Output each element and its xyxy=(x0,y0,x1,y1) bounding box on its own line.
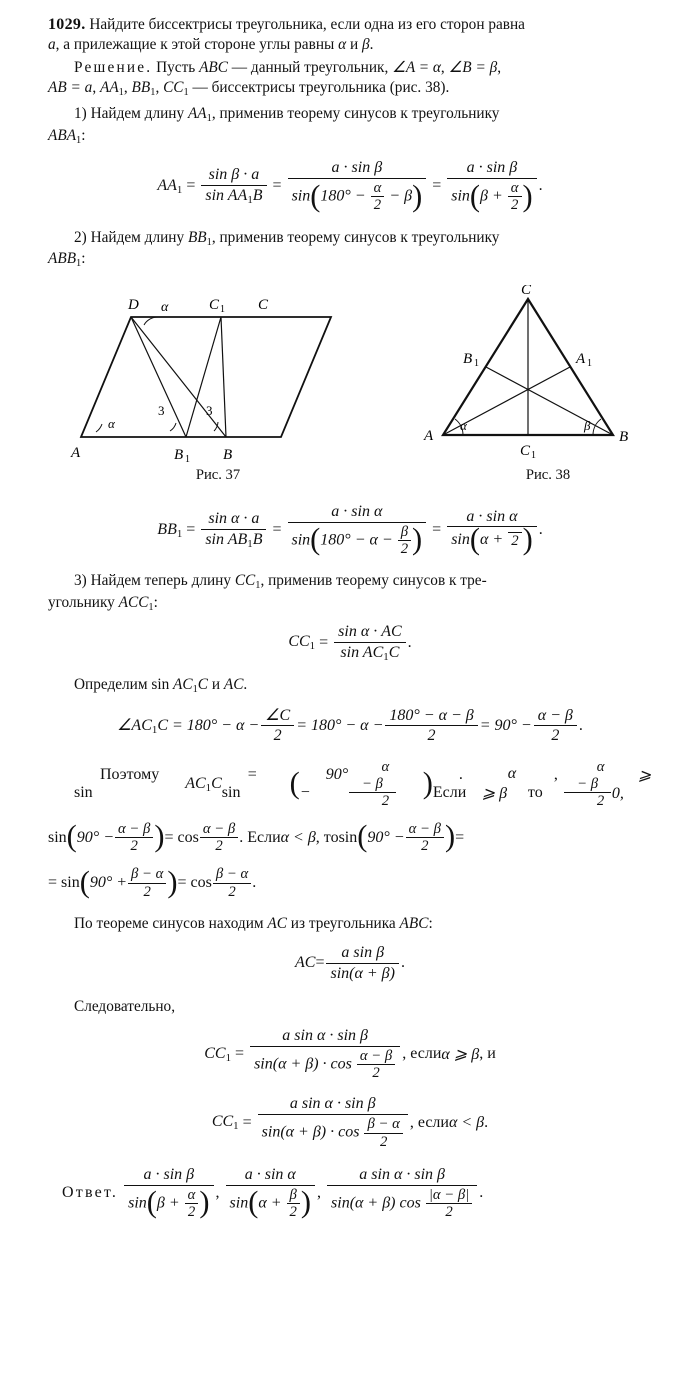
formula-cc1-lhs: $CC_1$ xyxy=(288,633,316,653)
formula-aa1-lhs: $AA_1$ xyxy=(157,176,183,196)
sine-rule-ac: AC xyxy=(267,914,287,932)
formula-cos-case: sin ( 90° − $\frac{\alpha - \beta}{2}$ ) = cos α − β 2 . Если α < β , то sin ( 90° − $\frac{\alpha - \beta}{2}$ ) = xyxy=(48,819,465,855)
f10-lhs: $CC_1$ xyxy=(211,1113,239,1133)
answer-term-2: a · sin α sin(α + $\frac{\beta}{2}$ ) xyxy=(226,1166,315,1220)
f9-cond: , если xyxy=(402,1045,442,1063)
bisector-cc1: $CC_1$ xyxy=(163,79,189,98)
f5-cond-tail: ⩾ 0, xyxy=(611,767,652,803)
sine-rule-colon: : xyxy=(428,914,433,932)
f10-cond-rel: α < β xyxy=(448,1113,485,1131)
solution-intro-2: — данный треугольник, xyxy=(227,58,393,76)
problem-text-line1: Найдите биссектрисы треугольника, если одна из его сторон равна xyxy=(89,16,525,33)
formula-angle-ac1c xyxy=(48,707,652,746)
fig38-label-alpha: α xyxy=(460,417,467,433)
f4-frac-1: $\frac{\angle C}{2}$ xyxy=(261,707,294,746)
step-1-triangle: $ABA_1$ xyxy=(48,126,82,146)
bisector-aa1: $AA_1$ xyxy=(99,79,124,98)
formula-ac xyxy=(48,944,652,983)
comma-5: , xyxy=(155,79,164,97)
f8-dot: . xyxy=(400,954,405,972)
f9-lhs: $CC_1$ xyxy=(204,1044,232,1064)
f8-lhs: AC xyxy=(295,954,316,972)
fig37-label-alpha: α xyxy=(161,299,169,315)
formula-bb1: $BB_1$ = $\frac{\text{sin α · a}}{\sin AB_1B}$ = a · sin α sin(180° − α − $\frac{\beta}{2}$ ) = a · sin α sin(α + 2 ) . xyxy=(157,502,543,558)
fig37-label-3a: 3 xyxy=(158,402,165,418)
determine-text xyxy=(48,675,652,697)
f5-cond-frac: α − β 2 xyxy=(564,759,611,809)
problem-alpha: α xyxy=(338,36,347,54)
figure-38-caption: Рис. 38 xyxy=(525,466,571,483)
f4-lhs: $\angle AC_1C = 180^\circ - \alpha$ − xyxy=(117,717,260,737)
answer-dot: . xyxy=(479,1183,484,1201)
solution-intro-1: Пусть xyxy=(156,58,200,76)
formula-bb1-term2: a · sin α sin(180° − α − $\frac{\beta}{2}$ ) xyxy=(288,503,427,557)
figure-37 xyxy=(66,285,366,465)
f6-in: 90° − xyxy=(76,828,114,846)
step-3-tri-prefix: угольнику xyxy=(48,594,119,611)
step-1-suffix: , применив теорему синусов к треугольнику xyxy=(211,104,500,122)
problem-number: 1029. xyxy=(48,16,86,33)
step-3-suffix: , применив теорему синусов к тре- xyxy=(260,572,487,590)
determine-prefix: Определим sin xyxy=(74,675,174,693)
f9-tail: , и xyxy=(479,1045,496,1063)
solution-line2-tail: — биссектрисы треугольника (рис. 38). xyxy=(188,79,450,97)
formula-bb1-term3: a · sin α sin(α + 2 ) xyxy=(447,508,536,553)
bisector-bb1: $BB_1$ xyxy=(131,79,156,98)
step-2-prefix: 2) Найдем длину xyxy=(74,228,188,246)
angle-b-value: ∠B = β xyxy=(448,58,498,76)
f8-eq: = xyxy=(315,954,325,972)
f10-tail: . xyxy=(484,1113,489,1131)
fig37-label-3b: 3 xyxy=(206,402,213,418)
f7-frac-right: β − α 2 xyxy=(213,866,251,899)
comma-1: , xyxy=(440,58,449,76)
figure-38 xyxy=(408,285,648,465)
f6-pre: sin xyxy=(48,828,67,846)
triangle-abc: ABC xyxy=(199,58,228,76)
fig37-label-D: D xyxy=(128,296,139,313)
f4-frac-3: $\frac{\alpha - \beta}{2}$ xyxy=(534,707,577,746)
fig38-label-C1-sub: 1 xyxy=(531,449,536,461)
fig38-label-C1: C xyxy=(520,442,531,459)
f4-mid: = 180° − α − xyxy=(296,716,384,734)
f7-frac: $\frac{\beta - \alpha}{2}$ xyxy=(128,866,166,899)
problem-var-a: a xyxy=(48,36,56,54)
f6-cond: . Если xyxy=(239,828,281,846)
formula-cos-case2: = sin ( 90° + $\frac{\beta - \alpha}{2}$ ) = cos β − α 2 . xyxy=(48,864,257,900)
figures-row xyxy=(48,285,652,497)
problem-beta: β xyxy=(362,36,370,54)
problem-text-line2: , а прилежащие к этой стороне углы равны xyxy=(55,36,339,54)
step-2-suffix: , применив теорему синусов к треугольнику xyxy=(211,228,500,246)
f5-ac1c: $AC_1C$ xyxy=(185,774,222,794)
figure-37-caption: Рис. 37 xyxy=(195,466,241,483)
formula-aa1: $AA_1$ = $\frac{\text{sin β · a}}{\sin AA_1B}$ = a · sin β sin(180° − $\frac{\alpha}{2}$ − β) = a · sin β sin(β + $\frac{\alpha}{2}$ ) . xyxy=(157,159,543,214)
step-3-cc1: $CC_1$ xyxy=(234,572,261,592)
step-1-prefix: 1) Найдем длину xyxy=(74,104,188,122)
f5-frac: $\frac{\alpha - \beta}{2}$ xyxy=(349,759,396,809)
step-2-colon: : xyxy=(81,250,86,268)
f9-cond-rel: α ⩾ β xyxy=(441,1046,480,1064)
f5-prefix: Поэтому sin xyxy=(74,766,160,802)
formula-therefore: Поэтому sin $AC_1C$ = sin ( 90° − $\frac{\alpha - \beta}{2}$ ) . Если α ⩾ β , то α − β 2 ⩾ 0, xyxy=(74,759,652,809)
f7-pre: = sin xyxy=(48,874,80,892)
comma-4: , xyxy=(123,79,132,97)
f5-cond: . Если xyxy=(432,766,467,802)
fig38-label-A1: A xyxy=(576,350,586,367)
step-3-triangle: $ACC_1$ xyxy=(118,594,154,613)
f7-dot: . xyxy=(252,874,257,892)
f8-frac: $\frac{\text{a sin β}}{\sin(\alpha + \beta)}$ xyxy=(326,944,399,983)
f10-frac: a sin α · sin β sin(α + β) · cos $\frac{\beta - \alpha}{2}$ xyxy=(258,1095,408,1149)
formula-cc1-frac: $\frac{\text{sin α · AC}}{\sin AC_1C}$ xyxy=(334,623,406,663)
answer-label: Ответ. xyxy=(62,1183,119,1201)
f6-tail-eq: = xyxy=(455,828,465,846)
fig38-label-B1-sub: 1 xyxy=(474,357,479,369)
f5-cond-rel: α ⩾ β xyxy=(481,765,517,803)
answer-row xyxy=(48,1166,652,1220)
f6-tail-pre: sin xyxy=(338,828,358,846)
determine-and: и xyxy=(208,675,224,693)
f5-eq: = sin xyxy=(221,766,257,802)
f7-in: 90° + xyxy=(89,874,128,892)
problem-and: и xyxy=(346,36,362,54)
f4-frac-2: $\frac{180^\circ - \alpha - \beta}{2}$ xyxy=(385,707,477,746)
step-1-aa1: $AA_1$ xyxy=(187,104,212,124)
determine-ac: AC xyxy=(223,675,244,693)
fig37-label-C: C xyxy=(258,296,269,313)
answer-sep-1: , xyxy=(215,1183,220,1201)
f5-in-pre: 90° − xyxy=(299,766,349,802)
fig37-label-B: B xyxy=(223,446,233,463)
sine-rule-tail: из треугольника xyxy=(286,914,400,932)
fig38-label-beta: β xyxy=(584,417,591,433)
f6-eq: = cos xyxy=(164,828,199,846)
consequently-text: Следовательно, xyxy=(74,997,176,1015)
formula-bb1-lhs: $BB_1$ xyxy=(157,520,183,540)
fig37-label-alpha2: α xyxy=(108,415,115,431)
step-2-bb1: $BB_1$ xyxy=(187,228,212,248)
answer-term-3: a sin α · sin β sin(α + β) cos $\frac{|\alpha - \beta|}{2}$ xyxy=(327,1166,477,1220)
f7-eq: = cos xyxy=(177,874,212,892)
problem-period: . xyxy=(369,36,374,54)
formula-cc1-basic: $CC_1$ = $\frac{\text{sin α · AC}}{\sin AC_1C}$ . xyxy=(288,622,412,663)
sine-rule-tri: ABC xyxy=(399,914,429,932)
formula-cc1-case1: $CC_1$ = a sin α · sin β sin(α + β) · cos $\frac{\alpha - \beta}{2}$ , если α ⩾ β , и xyxy=(204,1027,496,1082)
step-1-colon: : xyxy=(81,126,86,144)
step-3-text xyxy=(48,571,652,614)
problem-statement xyxy=(48,14,652,56)
fig38-label-A: A xyxy=(424,427,434,444)
solution-label: Решение. xyxy=(74,58,153,76)
fig38-label-A1-sub: 1 xyxy=(587,357,592,369)
determine-ac1c: $AC_1C$ xyxy=(173,675,208,695)
determine-dot: . xyxy=(243,675,248,693)
page-content xyxy=(48,14,652,1232)
fig38-label-B: B xyxy=(619,428,629,445)
f6-frac-left: $\frac{\alpha - \beta}{2}$ xyxy=(115,821,153,854)
f9-frac: a sin α · sin β sin(α + β) · cos $\frac{\alpha - \beta}{2}$ xyxy=(250,1027,400,1081)
f6-frac-right: α − β 2 xyxy=(200,821,238,854)
formula-cc1-case2: $CC_1$ = a sin α · sin β sin(α + β) · cos $\frac{\beta - \alpha}{2}$ , если α < β . xyxy=(211,1095,489,1150)
step-2-triangle: $ABB_1$ xyxy=(48,250,82,270)
f4-dot: . xyxy=(578,716,583,734)
f6-cond-rel: α < β xyxy=(280,828,316,846)
fig37-label-B1: B xyxy=(174,446,184,463)
step-3-colon: : xyxy=(153,594,158,611)
angle-a-value: ∠A = α xyxy=(392,58,441,76)
fig37-label-C1-sub: 1 xyxy=(220,303,225,315)
solution-intro xyxy=(48,58,652,100)
fig38-label-B1: B xyxy=(463,350,473,367)
comma-2: , xyxy=(497,58,502,76)
step-1-text xyxy=(48,104,652,147)
fig37-label-C1: C xyxy=(209,296,220,313)
sine-rule-prefix: По теореме синусов находим xyxy=(74,914,268,932)
sine-rule-text xyxy=(48,914,652,934)
formula-aa1-term3: a · sin β sin(β + $\frac{\alpha}{2}$ ) xyxy=(447,159,536,213)
formula-aa1-term1: $\frac{\text{sin β · a}}{\sin AA_1B}$ xyxy=(201,166,266,206)
answer-sep-2: , xyxy=(317,1183,322,1201)
formula-bb1-term1: $\frac{\text{sin α · a}}{\sin AB_1B}$ xyxy=(201,510,266,550)
fig38-label-C: C xyxy=(521,284,532,298)
f6-cond-then: , то xyxy=(315,828,339,846)
formula-aa1-term2: a · sin β sin(180° − $\frac{\alpha}{2}$ − β) xyxy=(288,159,427,213)
f5-cond-then: , то xyxy=(527,766,558,802)
fig37-label-B1-sub: 1 xyxy=(185,453,190,465)
step-2-text xyxy=(48,228,652,271)
fig37-label-A: A xyxy=(71,444,81,461)
f6-tail-in: 90° − xyxy=(367,828,405,846)
f6-frac-tail: $\frac{\alpha - \beta}{2}$ xyxy=(406,821,444,854)
answer-term-1: a · sin β sin(β + $\frac{\alpha}{2}$ ) xyxy=(124,1166,213,1220)
step-3-prefix: 3) Найдем теперь длину xyxy=(74,572,235,590)
comma-3: , xyxy=(92,79,100,97)
f10-cond: , если xyxy=(409,1113,449,1131)
f4-mid2: = 90° − xyxy=(479,716,532,734)
side-ab-value: AB = a xyxy=(48,79,93,97)
